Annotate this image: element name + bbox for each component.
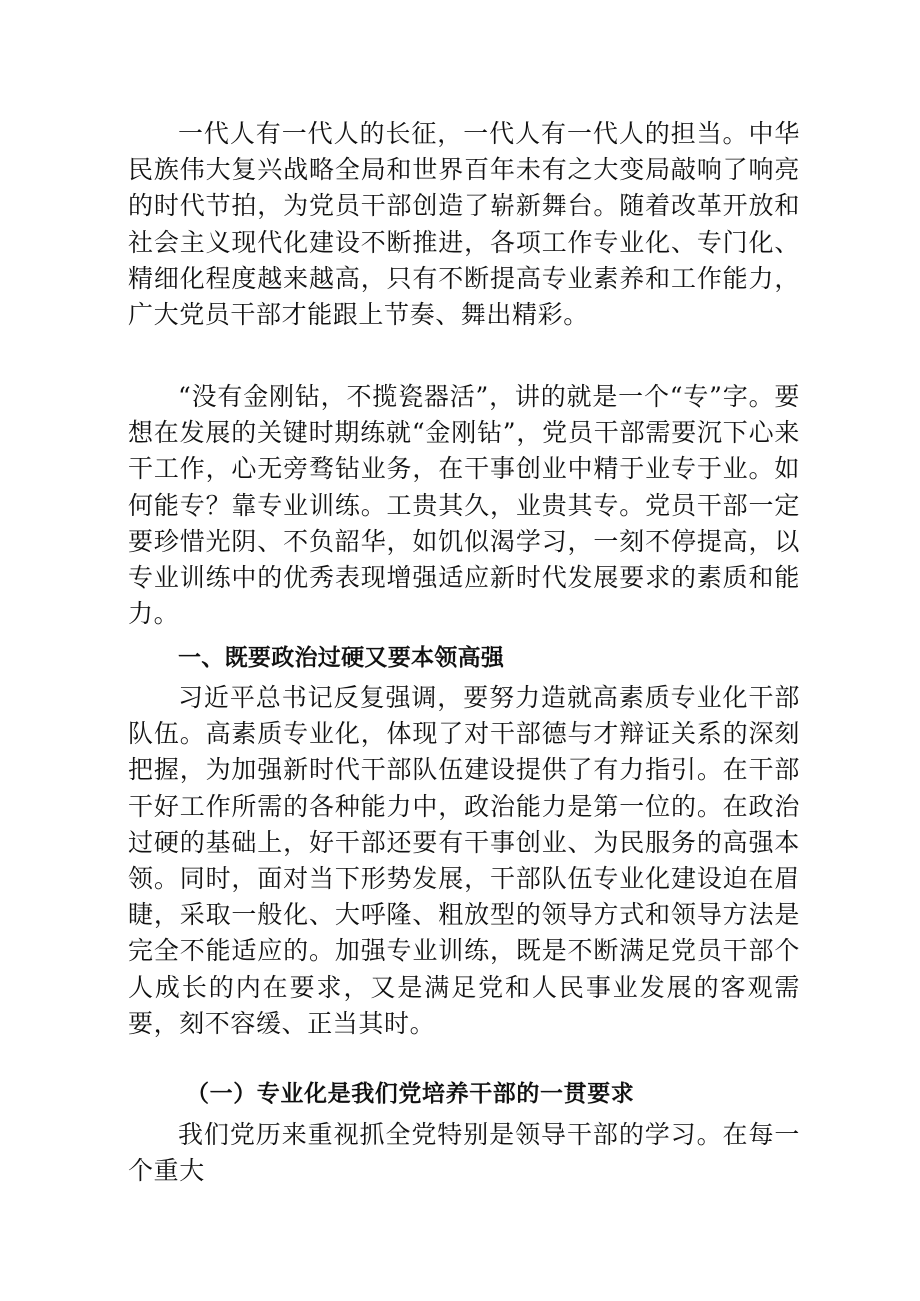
paragraph-subsection-one: 我们党历来重视抓全党特别是领导干部的学习。在每一个重大 bbox=[128, 1120, 800, 1186]
paragraph-section-one: 习近平总书记反复强调，要努力造就高素质专业化干部队伍。高素质专业化，体现了对干部德与才辩证关系的深刻把握，为加强新时代干部队伍建设提供了有力指引。在干部干好工作所需的各种能力中，政治能力是第一位的。在政治过硬的基础上，好干部还要有干事创业、为民服务的高强本领。同时，面对当下形势发展，干部队伍专业化建设迫在眉睫，采取一般化、大呼隆、粗放型的领导方式和领导方法是完全不能适应的。加强专业训练，既是不断满足党员干部个人成长的内在要求，又是满足党和人民事业发展的客观需要，刻不容缓、正当其时。 bbox=[128, 683, 800, 1038]
section-heading: 一、既要政治过硬又要本领高强 bbox=[178, 645, 505, 671]
subsection-heading: （一）专业化是我们党培养干部的一贯要求 bbox=[186, 1080, 635, 1107]
paragraph-intro: 一代人有一代人的长征，一代人有一代人的担当。中华民族伟大复兴战略全局和世界百年未有之大变局敲响了响亮的时代节拍，为党员干部创造了崭新舞台。随着改革开放和社会主义现代化建设不断推进，各项工作专业化、专门化、精细化程度越来越高，只有不断提高专业素养和工作能力，广大党员干部才能跟上节奏、舞出精彩。 bbox=[128, 119, 800, 330]
paragraph-diamond-drill: “没有金刚钻，不揽瓷器活”，讲的就是一个“专”字。要想在发展的关键时期练就“金刚钻”，党员干部需要沉下心来干工作，心无旁骛钻业务，在干事创业中精于业专于业。如何能专？靠专业训练。工贵其久，业贵其专。党员干部一定要珍惜光阴、不负韶华，如饥似渴学习，一刻不停提高，以专业训练中的优秀表现增强适应新时代发展要求的素质和能力。 bbox=[128, 382, 800, 629]
